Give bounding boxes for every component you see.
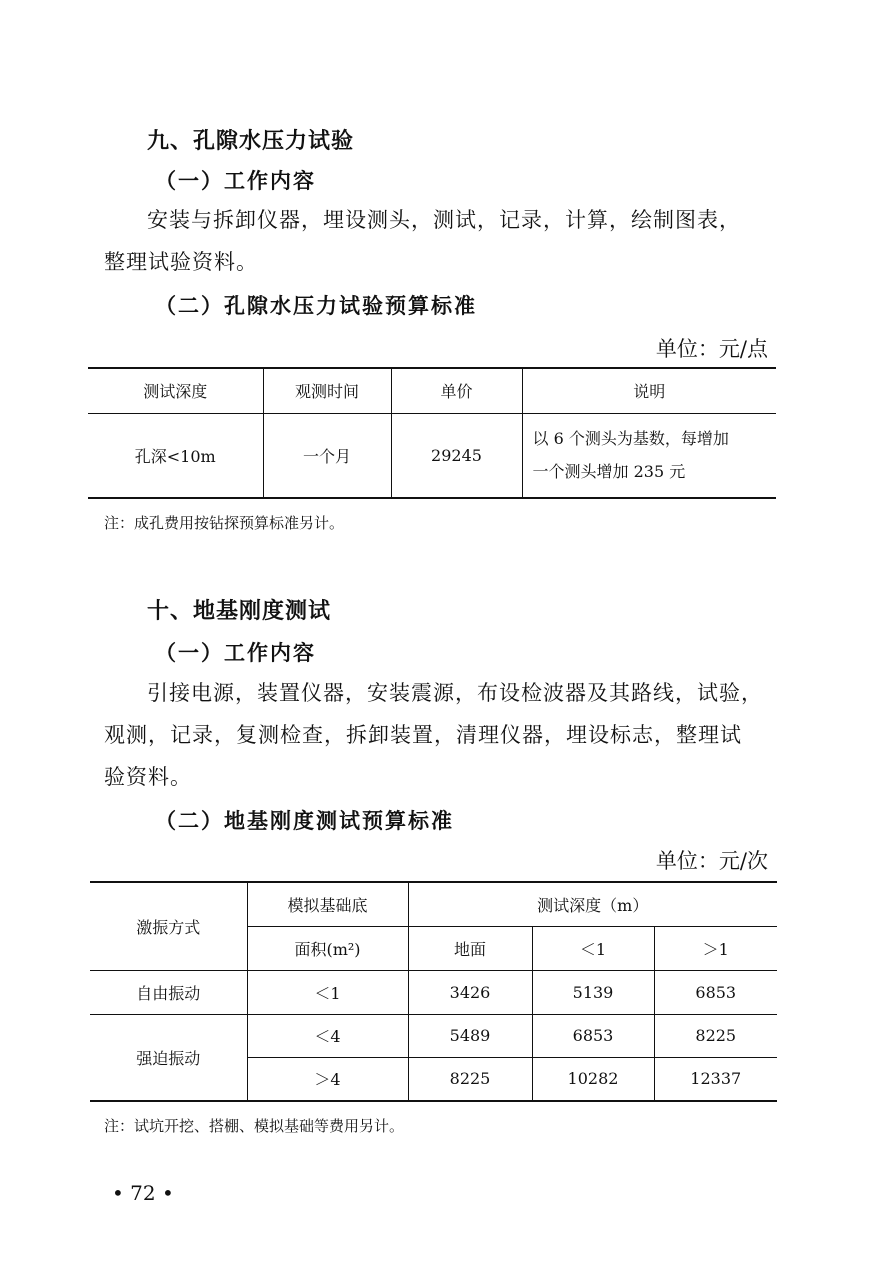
cell-value: 12337 [654, 1057, 777, 1101]
cell-description [522, 413, 776, 498]
header-area-line-2: 面积(m²) [247, 926, 408, 970]
cell-forced-vibration: 强迫振动 [90, 1014, 247, 1101]
header-area-line-1: 模拟基础底 [247, 882, 408, 926]
header-test-depth: 测试深度（m） [408, 882, 777, 926]
cell-value: 8225 [654, 1014, 777, 1057]
section-9-note: 注：成孔费用按钻探预算标准另计。 [104, 514, 345, 532]
section-10-work-content-heading: （一）工作内容 [155, 641, 316, 665]
header-depth: 测试深度 [88, 368, 263, 413]
header-excitation-method: 激振方式 [90, 882, 247, 970]
cell-price: 29245 [391, 413, 522, 498]
header-depth-gt1: ＞1 [654, 926, 777, 970]
cell-value: 6853 [532, 1014, 654, 1057]
section-10-budget-heading: （二）地基刚度测试预算标准 [155, 809, 454, 833]
section-10-content-line-1: 引接电源，装置仪器，安装震源，布设检波器及其路线，试验， [147, 681, 763, 705]
table-header-row [90, 882, 777, 926]
section-9-budget-heading: （二）孔隙水压力试验预算标准 [155, 294, 477, 318]
section-10-content-line-3: 验资料。 [104, 765, 192, 789]
foundation-stiffness-budget-table [90, 881, 777, 1102]
table-row [90, 1014, 777, 1057]
cell-value: 8225 [408, 1057, 532, 1101]
cell-value: 10282 [532, 1057, 654, 1101]
header-description: 说明 [522, 368, 776, 413]
section-10-title: 十、地基刚度测试 [147, 599, 332, 624]
table-row [90, 970, 777, 1014]
header-depth-lt1: ＜1 [532, 926, 654, 970]
description-line-2: 一个测头增加 235 元 [532, 462, 686, 482]
header-depth-ground: 地面 [408, 926, 532, 970]
cell-area: ＜4 [247, 1014, 408, 1057]
description-line-1: 以 6 个测头为基数，每增加 [532, 429, 729, 449]
section-10-unit: 单位：元/次 [655, 849, 768, 873]
section-9-content-line-1: 安装与拆卸仪器，埋设测头，测试，记录，计算，绘制图表， [147, 208, 741, 232]
cell-free-vibration: 自由振动 [90, 970, 247, 1014]
header-price: 单价 [391, 368, 522, 413]
section-10-content-line-2: 观测，记录，复测检查，拆卸装置，清理仪器，埋设标志，整理试 [104, 723, 742, 747]
section-9-content-line-2: 整理试验资料。 [104, 250, 258, 274]
cell-value: 5489 [408, 1014, 532, 1057]
section-9-title: 九、孔隙水压力试验 [147, 129, 355, 154]
cell-value: 3426 [408, 970, 532, 1014]
section-10-note: 注：试坑开挖、搭棚、模拟基础等费用另计。 [104, 1117, 405, 1135]
table-row [88, 413, 776, 498]
table-header-row [88, 368, 776, 413]
page-number: • 72 • [112, 1181, 174, 1205]
header-time: 观测时间 [263, 368, 391, 413]
section-9-work-content-heading: （一）工作内容 [155, 169, 316, 193]
cell-value: 6853 [654, 970, 777, 1014]
cell-depth: 孔深<10m [88, 413, 263, 498]
section-9-unit: 单位：元/点 [655, 337, 768, 361]
cell-value: 5139 [532, 970, 654, 1014]
cell-area: ＜1 [247, 970, 408, 1014]
pore-pressure-budget-table [88, 367, 776, 499]
cell-area: ＞4 [247, 1057, 408, 1101]
cell-time: 一个月 [263, 413, 391, 498]
